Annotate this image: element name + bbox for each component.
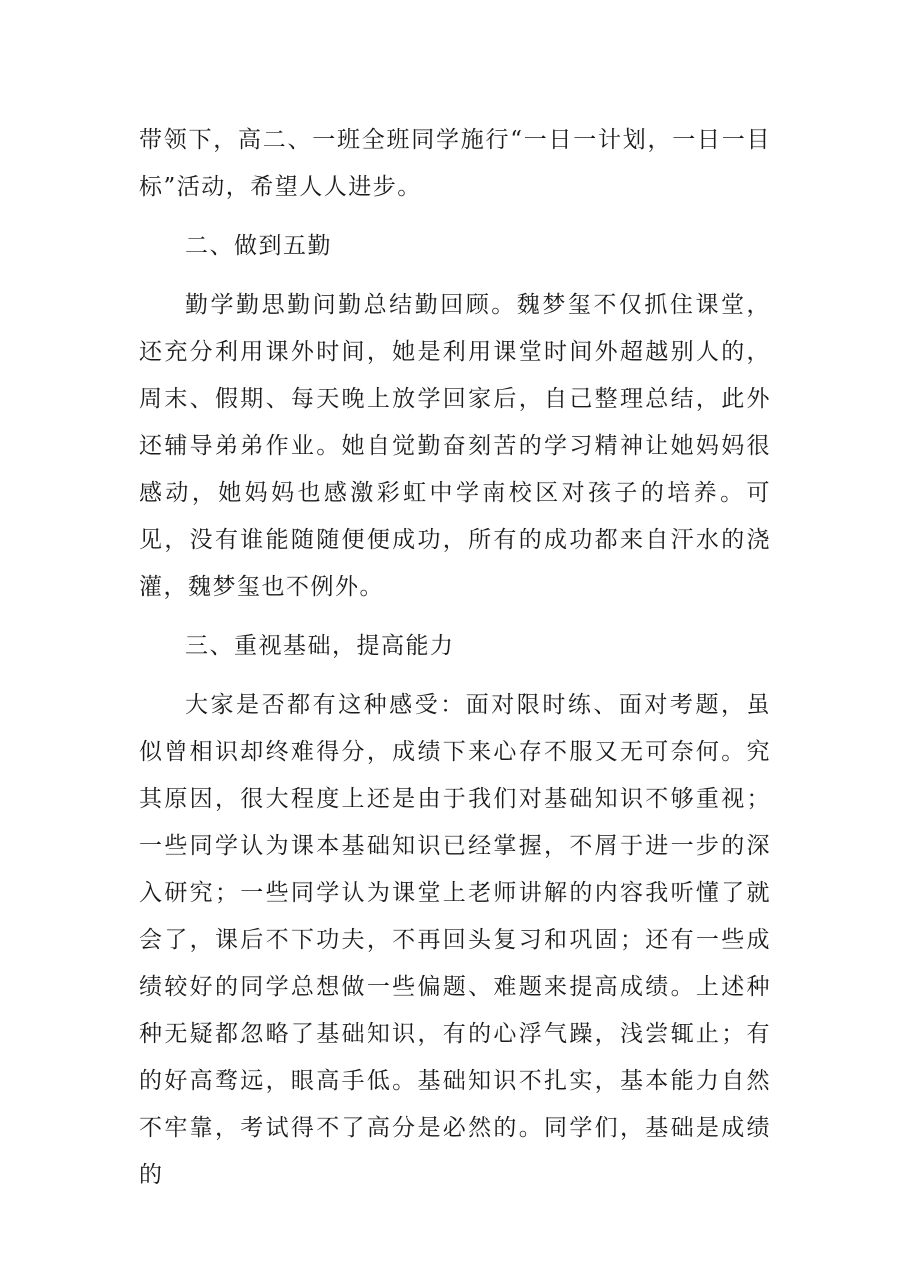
section-heading-basics: 三、重视基础，提高能力 (185, 633, 455, 659)
paragraph-diligence: 勤学勤思勤问勤总结勤回顾。魏梦玺不仅抓住课堂，还充分利用课外时间，她是利用课堂时间外超越别人的，周末、假期、每天晚上放学回家后，自己整理总结，此外还辅导弟弟作业。她自觉勤奋刻苦的学习精神让她妈妈很感动，她妈妈也感激彩虹中学南校区对孩子的培养。可见，没有谁能随随便便成功，所有的成功都来自汗水的浇灌，魏梦玺也不例外。 (139, 292, 771, 600)
paragraph-continuation: 带领下，高二、一班全班同学施行“一日一计划，一日一目标”活动，希望人人进步。 (139, 127, 771, 200)
paragraph-basics: 大家是否都有这种感受：面对限时练、面对考题，虽似曾相识却终难得分，成绩下来心存不服又无可奈何。究其原因，很大程度上还是由于我们对基础知识不够重视；一些同学认为课本基础知识已经掌握，不屑于进一步的深入研究；一些同学认为课堂上老师讲解的内容我听懂了就会了，课后不下功夫，不再回头复习和巩固；还有一些成绩较好的同学总想做一些偏题、难题来提高成绩。上述种种无疑都忽略了基础知识，有的心浮气躁，浅尝辄止；有的好高骛远，眼高手低。基础知识不扎实，基本能力自然不牢靠，考试得不了高分是必然的。同学们，基础是成绩的 (139, 692, 771, 1188)
section-heading-five-diligences: 二、做到五勤 (185, 233, 332, 259)
document-body (139, 117, 771, 1211)
